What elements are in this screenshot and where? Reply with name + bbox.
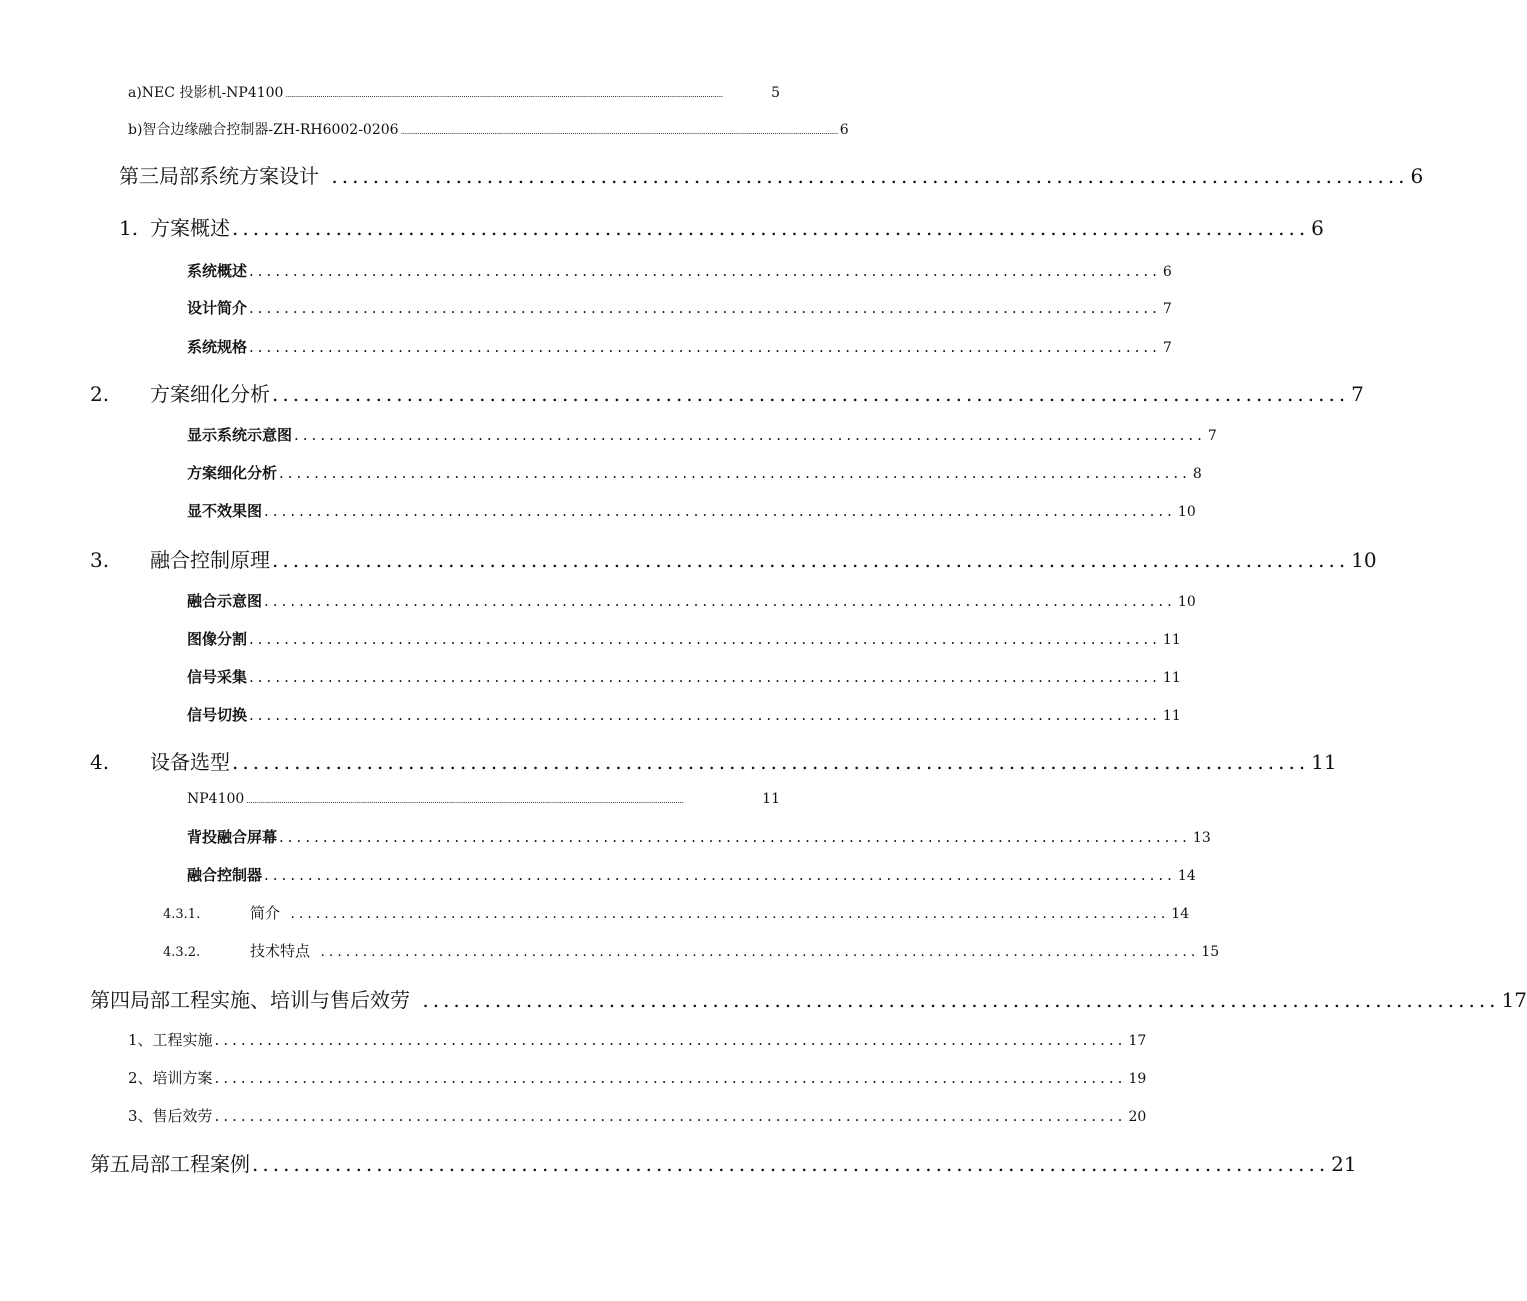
- dot-leader: ........................................................................................................: [249, 668, 1161, 686]
- toc-entry[interactable]: [187, 424, 1217, 445]
- toc-entry[interactable]: [187, 500, 1196, 521]
- toc-entry[interactable]: [187, 704, 1181, 725]
- toc-entry[interactable]: [163, 940, 1220, 961]
- toc-entry-title: 2、培训方案: [128, 1069, 213, 1087]
- toc-entry-page: 11: [1162, 632, 1181, 648]
- toc-entry-title: 方案细化分析: [187, 464, 278, 482]
- toc-entry-title: 方案细化分析: [150, 382, 270, 406]
- toc-entry-page: 17: [1501, 988, 1527, 1012]
- dot-leader: ........................................................................................................: [214, 1069, 1127, 1087]
- toc-entry-page: 10: [1351, 548, 1377, 572]
- toc-entry-title: 系统规格: [187, 338, 248, 356]
- toc-entry-title: 信号采集: [187, 668, 248, 686]
- toc-entry-page: 5: [771, 85, 780, 101]
- toc-entry-title: 第四局部工程实施、培训与售后效劳: [90, 988, 410, 1012]
- toc-entry[interactable]: [128, 1067, 1147, 1088]
- toc-entry-page: 11: [1162, 708, 1181, 724]
- dot-leader: ......................................................................................................................................................................................................................: [285, 90, 723, 99]
- toc-entry-number: 1.: [119, 216, 139, 240]
- toc-entry[interactable]: [128, 119, 849, 139]
- toc-entry-title: 3、售后效劳: [128, 1107, 213, 1125]
- dot-leader: ........................................................................................................: [252, 1152, 1330, 1176]
- toc-entry-title: 显不效果图: [187, 502, 263, 520]
- toc-entry-page: 19: [1128, 1071, 1147, 1087]
- toc-entry-title: 方案概述: [150, 216, 230, 240]
- dot-leader: ........................................................................................................: [249, 706, 1161, 724]
- toc-entry-page: 10: [1177, 594, 1196, 610]
- toc-entry-page: 20: [1128, 1109, 1147, 1125]
- toc-entry[interactable]: [187, 297, 1172, 318]
- dot-leader: ........................................................................................................: [249, 299, 1161, 317]
- toc-entry-page: 7: [1207, 428, 1217, 444]
- toc-entry-title: 显示系统示意图: [187, 426, 293, 444]
- toc-entry[interactable]: [90, 378, 1364, 407]
- toc-entry-page: 8: [1192, 466, 1202, 482]
- toc-entry-page: 11: [762, 791, 780, 807]
- dot-leader: ........................................................................................................: [264, 502, 1176, 520]
- toc-entry[interactable]: [187, 826, 1211, 847]
- toc-entry-title: 简介: [250, 904, 281, 922]
- toc-entry-title: 背投融合屏幕: [187, 828, 278, 846]
- toc-entry-page: 17: [1128, 1033, 1147, 1049]
- toc-entry-title: 信号切换: [187, 706, 248, 724]
- toc-entry[interactable]: [187, 336, 1172, 357]
- toc-entry-title: 第三局部系统方案设计: [119, 164, 319, 188]
- toc-entry[interactable]: [119, 212, 1324, 241]
- dot-leader: ........................................................................................................: [294, 426, 1206, 444]
- dot-leader: ........................................................................................................: [214, 1107, 1127, 1125]
- toc-entry-page: 14: [1177, 868, 1196, 884]
- toc-entry-page: 11: [1311, 750, 1337, 774]
- dot-leader: ........................................................................................................: [321, 164, 1409, 188]
- dot-leader: ........................................................................................................: [272, 382, 1350, 406]
- toc-entry-page: 7: [1351, 382, 1364, 406]
- dot-leader: ........................................................................................................: [279, 828, 1191, 846]
- toc-entry-page: 6: [839, 122, 849, 138]
- dot-leader: ........................................................................................................: [249, 262, 1161, 280]
- dot-leader: ........................................................................................................: [279, 464, 1191, 482]
- toc-entry-title: NP4100: [187, 791, 245, 807]
- toc-entry-page: 10: [1177, 504, 1196, 520]
- toc-entry-page: 13: [1192, 830, 1211, 846]
- dot-leader: ........................................................................................................: [232, 750, 1310, 774]
- toc-entry-title: 1、工程实施: [128, 1031, 213, 1049]
- toc-entry[interactable]: [187, 666, 1181, 687]
- toc-entry[interactable]: [90, 746, 1337, 775]
- toc-entry-page: 6: [1162, 264, 1172, 280]
- dot-leader: ........................................................................................................: [249, 630, 1161, 648]
- toc-entry[interactable]: [90, 1148, 1357, 1177]
- toc-entry-title: 图像分割: [187, 630, 248, 648]
- toc-entry-title: 设计简介: [187, 299, 248, 317]
- toc-entry-number: 4.: [90, 750, 110, 774]
- dot-leader: ........................................................................................................: [264, 866, 1176, 884]
- toc-entry-title: 融合示意图: [187, 592, 263, 610]
- dot-leader: ........................................................................................................: [264, 592, 1176, 610]
- toc-entry-title: 融合控制器: [187, 866, 263, 884]
- toc-entry[interactable]: [187, 791, 780, 807]
- toc-entry[interactable]: [163, 902, 1190, 923]
- toc-entry-page: 14: [1171, 906, 1190, 922]
- toc-entry-number: 2.: [90, 382, 110, 406]
- toc-entry[interactable]: [187, 590, 1196, 611]
- toc-entry-number: 4.3.2.: [163, 945, 201, 960]
- toc-entry-page: 11: [1162, 670, 1181, 686]
- dot-leader: ........................................................................................................: [282, 906, 1170, 922]
- toc-entry[interactable]: [128, 82, 780, 102]
- toc-entry-title: 设备选型: [150, 750, 230, 774]
- dot-leader: ........................................................................................................: [312, 944, 1200, 960]
- toc-entry[interactable]: [128, 1029, 1147, 1050]
- dot-leader: ........................................................................................................: [272, 548, 1350, 572]
- toc-entry[interactable]: [119, 160, 1424, 189]
- dot-leader: ......................................................................................................................................................................................................................: [400, 127, 838, 136]
- toc-entry[interactable]: [128, 1105, 1147, 1126]
- toc-entry[interactable]: [187, 628, 1181, 649]
- dot-leader: ........................................................................................................: [214, 1031, 1127, 1049]
- toc-entry-title: a)NEC 投影机-NP4100: [128, 85, 284, 101]
- toc-entry[interactable]: [187, 462, 1202, 483]
- toc-entry-page: 6: [1410, 164, 1424, 188]
- toc-entry-title: 融合控制原理: [150, 548, 270, 572]
- dot-leader: ........................................................................................................: [232, 216, 1310, 240]
- toc-entry-number: 4.3.1.: [163, 907, 201, 922]
- toc-entry-page: 15: [1201, 944, 1220, 960]
- toc-entry-title: 技术特点: [250, 942, 311, 960]
- dot-leader: ........................................................................................................: [249, 338, 1161, 356]
- toc-entry-page: 7: [1162, 301, 1172, 317]
- dot-leader: ......................................................................................................................................................................................................................: [246, 796, 684, 805]
- toc-entry-number: 3.: [90, 548, 110, 572]
- toc-entry-page: 21: [1331, 1152, 1357, 1176]
- toc-entry-title: b)智合边缘融合控制器-ZH-RH6002-0206: [128, 122, 399, 138]
- toc-entry-title: 系统概述: [187, 262, 248, 280]
- toc-entry-page: 6: [1311, 216, 1324, 240]
- toc-entry[interactable]: [187, 260, 1172, 281]
- toc-entry[interactable]: [90, 984, 1527, 1013]
- toc-entry-title: 第五局部工程案例: [90, 1152, 250, 1176]
- toc-entry[interactable]: [187, 864, 1196, 885]
- toc-entry-page: 7: [1162, 340, 1172, 356]
- toc-entry[interactable]: [90, 544, 1377, 573]
- dot-leader: ........................................................................................................: [412, 988, 1500, 1012]
